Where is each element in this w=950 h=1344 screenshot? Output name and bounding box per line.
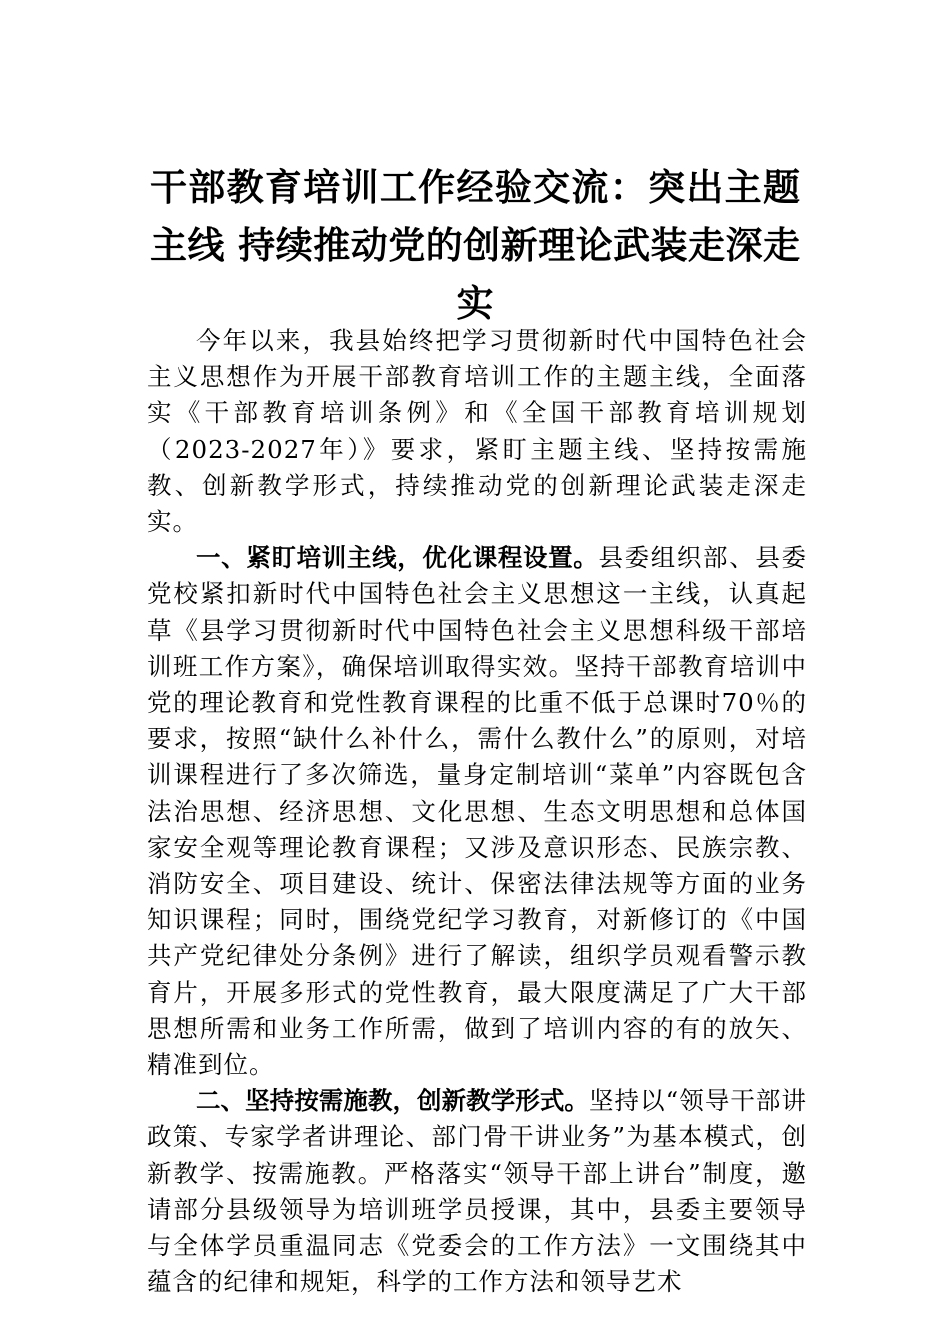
- paragraph-section-1: [147, 540, 807, 1083]
- paragraph-text: 坚持以“领导干部讲政策、专家学者讲理论、部门骨干讲业务”为基本模式，创新教学、按需施教。严格落实“领导干部上讲台”制度，邀请部分县级领导为培训班学员授课，其中，县委主要领导与全体学员重温同志《党委会的工作方法》一文围绕其中蕴含的纪律和规矩，科学的工作方法和领导艺术: [147, 1086, 807, 1297]
- paragraph-text: 今年以来，我县始终把学习贯彻新时代中国特色社会主义思想作为开展干部教育培训工作的主题主线，全面落实《干部教育培训条例》和《全国干部教育培训规划（2023-2027年）》要求，紧盯主题主线、坚持按需施教、创新教学形式，持续推动党的创新理论武装走深走实。: [147, 326, 807, 537]
- section-heading: 一、紧盯培训主线，优化课程设置。: [196, 543, 599, 573]
- section-heading: 二、坚持按需施教，创新教学形式。: [196, 1086, 589, 1116]
- paragraph-text: 县委组织部、县委党校紧扣新时代中国特色社会主义思想这一主线，认真起草《县学习贯彻新时代中国特色社会主义思想科级干部培训班工作方案》，确保培训取得实效。坚持干部教育培训中党的理论教育和党性教育课程的比重不低于总课时70％的要求，按照“缺什么补什么，需什么教什么”的原则，对培训课程进行了多次筛选，量身定制培训“菜单”内容既包含法治思想、经济思想、文化思想、生态文明思想和总体国家安全观等理论教育课程；又涉及意识形态、民族宗教、消防安全、项目建设、统计、保密法律法规等方面的业务知识课程；同时，围绕党纪学习教育，对新修订的《中国共产党纪律处分条例》进行了解读，组织学员观看警示教育片，开展多形式的党性教育，最大限度满足了广大干部思想所需和业务工作所需，做到了培训内容的有的放矢、精准到位。: [147, 543, 808, 1080]
- document-body: [147, 323, 807, 1300]
- document-title: 干部教育培训工作经验交流：突出主题主线 持续推动党的创新理论武装走深走实: [150, 165, 800, 325]
- paragraph-section-2: [147, 1083, 807, 1300]
- paragraph-intro: [147, 323, 807, 540]
